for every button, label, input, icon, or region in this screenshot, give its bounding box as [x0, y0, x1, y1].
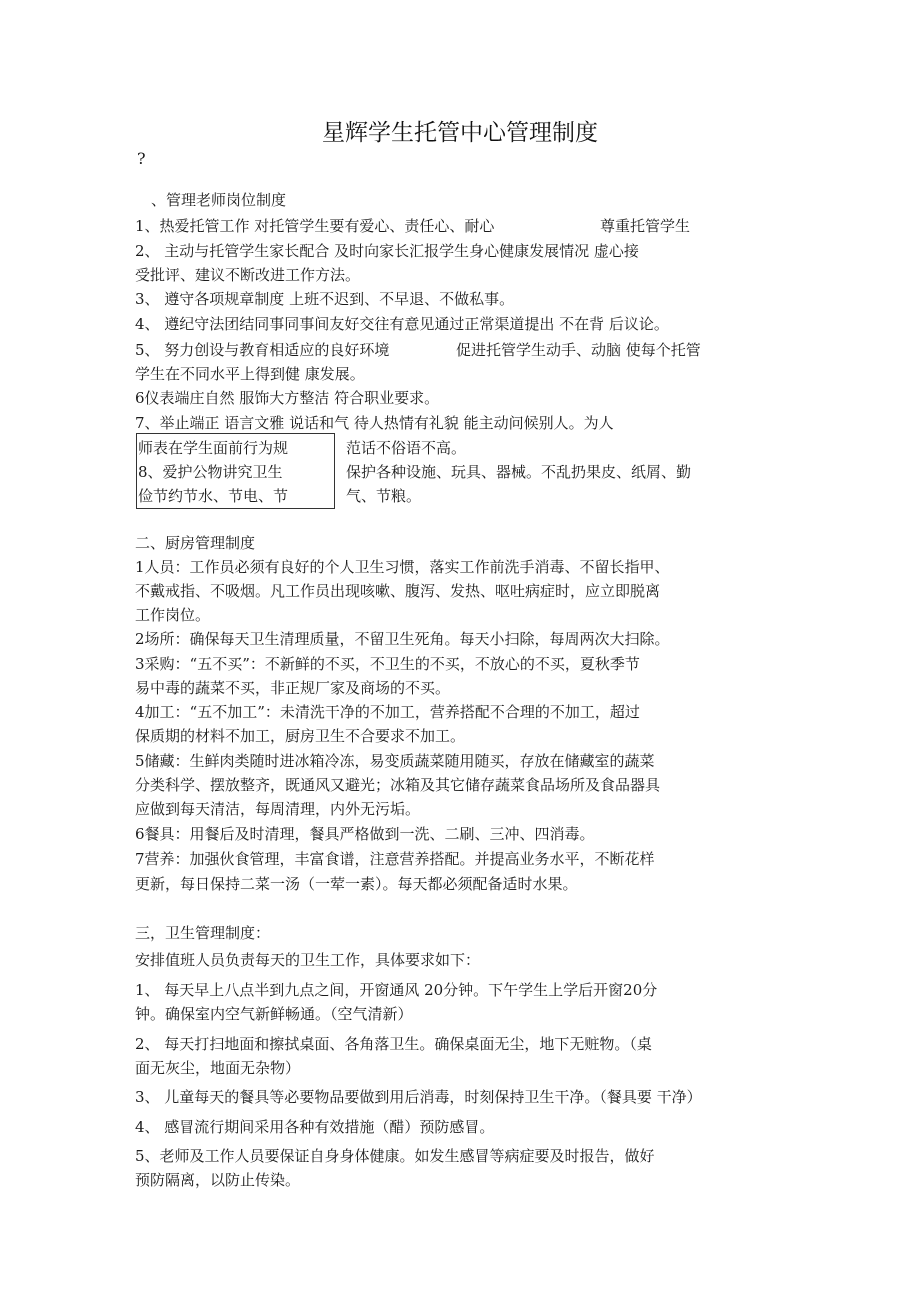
s2-item2: 2场所：确保每天卫生清理质量，不留卫生死角。每天小扫除，每周两次大扫除。 — [135, 630, 670, 648]
s2-item3: 3采购：“五不买”：不新鲜的不买，不卫生的不买，不放心的不买，夏秋季节 — [135, 655, 640, 673]
section3-heading: 三，卫生管理制度： — [135, 924, 271, 942]
boxed-line-1: 师表在学生面前行为规 — [138, 439, 289, 457]
side-line-3: 气、节粮。 — [346, 487, 422, 505]
s1-item5-mid: 促进托管学生动手、动脑 使每个托管 — [456, 341, 701, 359]
s2-item3-cont: 易中毒的蔬菜不买，非正规厂家及商场的不买。 — [135, 679, 451, 697]
s1-item1-tail: 尊重托管学生 — [600, 217, 691, 235]
s3-intro: 安排值班人员负责每天的卫生工作，具体要求如下： — [135, 951, 481, 969]
boxed-line-3: 俭节约节水、节电、节 — [138, 487, 289, 505]
s2-item5-cont1: 分类科学、摆放整齐，既通风又避光；冰箱及其它储存蔬菜食品场所及食品器具 — [135, 776, 661, 794]
s3-item3: 3、 儿童每天的餐具等必要物品要做到用后消毒，时刻保持卫生干净。（餐具要 干净） — [135, 1088, 702, 1106]
s2-item1: 1人员：工作员必须有良好的个人卫生习惯，落实工作前洗手消毒、不留长指甲、 — [135, 558, 670, 576]
s3-item2: 2、 每天打扫地面和擦拭桌面、各角落卫生。确保桌面无尘，地下无赃物。（桌 — [135, 1035, 652, 1053]
s3-item4: 4、 感冒流行期间采用各种有效措施（醋）预防感冒。 — [135, 1118, 495, 1136]
s2-item5-cont2: 应做到每天清洁，每周清理，内外无污垢。 — [135, 800, 421, 818]
section1-heading: 、管理老师岗位制度 — [151, 191, 287, 209]
s3-item2-cont: 面无灰尘，地面无杂物） — [135, 1059, 301, 1077]
s2-item7-cont: 更新，每日保持二菜一汤（一荤一素）。每天都必须配备适时水果。 — [135, 875, 578, 893]
s3-item1-cont: 钟。确保室内空气新鲜畅通。（空气清新） — [135, 1005, 413, 1023]
side-line-1: 范话不俗语不高。 — [346, 439, 467, 457]
s2-item1-cont1: 不戴戒指、不吸烟。凡工作员出现咳嗽、腹泻、发热、呕吐病症时，应立即脱离 — [135, 582, 661, 600]
s1-item1: 1、热爱托管工作 对托管学生要有爱心、责任心、耐心 — [135, 217, 495, 235]
s1-item7: 7、举止端正 语言文雅 说话和气 待人热情有礼貌 能主动问候别人。为人 — [135, 414, 614, 432]
s1-item3: 3、 遵守各项规章制度 上班不迟到、不早退、不做私事。 — [135, 290, 515, 308]
question-mark: ? — [137, 149, 146, 168]
s1-item4: 4、 遵纪守法团结同事同事间友好交往有意见通过正常渠道提出 不在背 后议论。 — [135, 315, 669, 333]
page-title: 星辉学生托管中心管理制度 — [322, 120, 598, 146]
s1-item2-cont: 受批评、建议不断改进工作方法。 — [135, 266, 361, 284]
section2-heading: 二、厨房管理制度 — [135, 534, 256, 552]
s2-item6: 6餐具：用餐后及时清理，餐具严格做到一洗、二刷、三冲、四消毒。 — [135, 825, 595, 843]
s3-item1: 1、 每天早上八点半到九点之间，开窗通风 20分钟。下午学生上学后开窗20分 — [135, 981, 658, 999]
s2-item7: 7营养：加强伙食管理，丰富食谱，注意营养搭配。并提高业务水平，不断花样 — [135, 850, 655, 868]
s1-item5-cont: 学生在不同水平上得到健 康发展。 — [135, 365, 365, 383]
s1-item5: 5、 努力创设与教育相适应的良好环境 — [135, 341, 390, 359]
s3-item5: 5、老师及工作人员要保证自身身体健康。如发生感冒等病症要及时报告，做好 — [135, 1147, 655, 1165]
s1-item6: 6仪表端庄自然 服饰大方整洁 符合职业要求。 — [135, 389, 440, 407]
s2-item1-cont2: 工作岗位。 — [135, 606, 211, 624]
s3-item5-cont: 预防隔离，以防止传染。 — [135, 1171, 301, 1189]
s2-item5: 5储藏：生鲜肉类随时进冰箱冷冻，易变质蔬菜随用随买，存放在储藏室的蔬菜 — [135, 752, 655, 770]
s1-item2: 2、 主动与托管学生家长配合 及时向家长汇报学生身心健康发展情况 虚心接 — [135, 242, 639, 260]
s2-item4: 4加工：“五不加工”：未清洗干净的不加工，营养搭配不合理的不加工，超过 — [135, 703, 640, 721]
boxed-line-2: 8、爱护公物讲究卫生 — [138, 463, 283, 481]
side-line-2: 保护各种设施、玩具、器械。不乱扔果皮、纸屑、勤 — [346, 463, 692, 481]
s2-item4-cont: 保质期的材料不加工，厨房卫生不合要求不加工。 — [135, 727, 466, 745]
